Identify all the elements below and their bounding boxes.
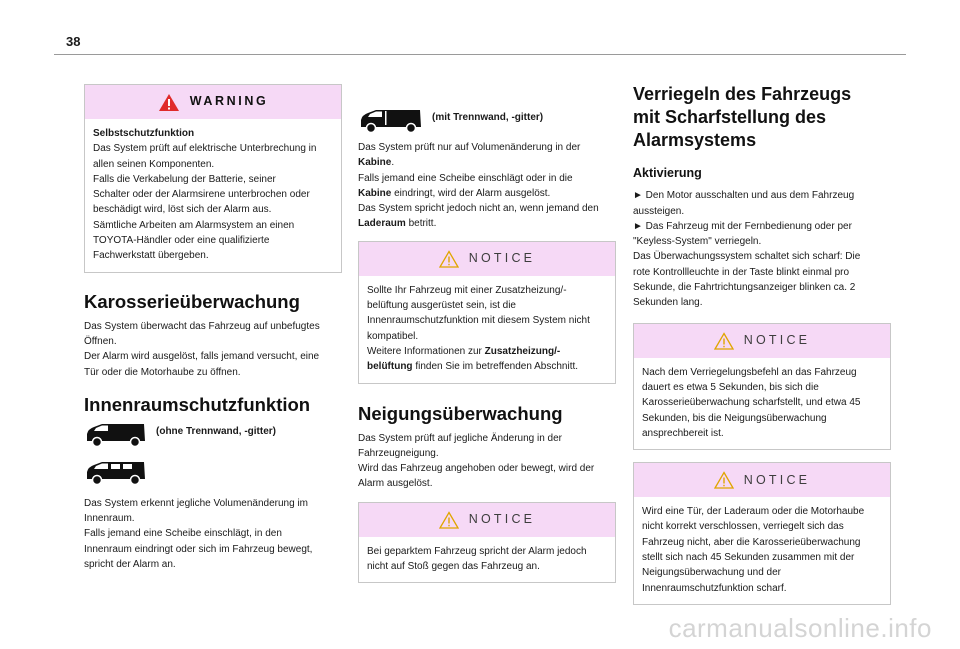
activation-line: "Keyless-System" verriegeln. xyxy=(633,236,762,248)
neigung-line: Fahrzeugneigung. xyxy=(358,447,439,459)
notice-line: belüftung ausgerüstet sein, ist die xyxy=(367,300,516,312)
notice-body xyxy=(359,276,615,383)
column-1 xyxy=(84,84,342,572)
activation-line: Das Überwachungssystem schaltet sich scharf: Die xyxy=(633,251,861,263)
warning-title: Selbstschutzfunktion xyxy=(93,128,195,139)
neigung-heading: Neigungsüberwachung xyxy=(358,402,563,424)
warning-line: Falls die Verkabelung der Batterie, seiner xyxy=(93,173,276,185)
notice-line: ansprechbereit ist. xyxy=(642,427,724,439)
notice-body xyxy=(634,358,890,449)
notice-line: stellt sich nach 45 Sekunden zusammen mit der xyxy=(642,552,855,564)
notice-line: Fahrzeug nicht, aber die Karosserieüberwachung xyxy=(642,536,861,548)
cabin-line xyxy=(358,216,616,231)
cabin-bold: Kabine xyxy=(358,187,392,199)
notice-label: NOTICE xyxy=(743,472,811,487)
van-caption-with-partition: (mit Trennwand, -gitter) xyxy=(432,112,544,123)
locking-heading xyxy=(633,83,891,152)
cabin-bold: Kabine xyxy=(358,157,392,169)
van-partition-icon xyxy=(358,108,424,134)
neigung-text xyxy=(358,431,616,492)
warning-box xyxy=(84,84,342,273)
notice-bold: Zusatzheizung/- xyxy=(484,345,561,357)
innenraum-line: Innenraum eindringt oder sich im Fahrzeug bewegt, xyxy=(84,543,313,555)
locking-heading-line: mit Scharfstellung des xyxy=(633,107,827,127)
notice-line: Bei geparktem Fahrzeug spricht der Alarm jedoch xyxy=(367,545,587,557)
karosserie-line: Der Alarm wird ausgelöst, falls jemand versucht, eine xyxy=(84,351,320,363)
cabin-line xyxy=(358,155,616,170)
van-caption-without-partition: (ohne Trennwand, -gitter) xyxy=(156,425,276,437)
column-3 xyxy=(633,84,891,605)
warning-label: WARNING xyxy=(189,94,269,109)
cargo-bold: Laderaum xyxy=(358,218,406,230)
karosserie-line: Tür oder die Motorhaube zu öffnen. xyxy=(84,366,241,378)
notice-line: dauert es etwa 5 Sekunden, bis sich die xyxy=(642,381,819,393)
innenraum-text xyxy=(84,496,342,572)
notice-triangle-icon xyxy=(714,332,734,350)
warning-line: beschädigt wird, löst sich der Alarm aus. xyxy=(93,204,272,216)
cabin-line: Falls jemand eine Scheibe einschlägt oder in die xyxy=(358,172,573,184)
notice-label: NOTICE xyxy=(468,251,536,266)
activation-text xyxy=(633,188,891,310)
warning-body xyxy=(85,119,341,272)
cabin-line: Das System spricht jedoch nicht an, wenn jemand den xyxy=(358,203,599,215)
karosserie-line: Das System überwacht das Fahrzeug auf unbefugtes xyxy=(84,320,320,332)
notice-label: NOTICE xyxy=(468,512,536,527)
notice-header xyxy=(634,324,890,358)
innenraum-line: Falls jemand eine Scheibe einschlägt, in den xyxy=(84,528,282,540)
warning-triangle-icon xyxy=(158,93,180,112)
notice-triangle-icon xyxy=(439,250,459,268)
karosserie-text xyxy=(84,319,342,380)
notice-label: NOTICE xyxy=(743,333,811,348)
notice-line: Nach dem Verriegelungsbefehl an das Fahrzeug xyxy=(642,366,857,378)
cabin-text xyxy=(358,140,616,232)
van-passenger-row xyxy=(84,460,342,486)
warning-line: Sämtliche Arbeiten am Alarmsystem an einen xyxy=(93,219,295,231)
warning-line: Schalter oder der Alarmsirene unterbrochen oder xyxy=(93,189,310,201)
cabin-rest: . xyxy=(391,157,395,169)
notice-text: finden Sie im betreffenden Abschnitt. xyxy=(412,361,579,373)
warning-line: allen seinen Komponenten. xyxy=(93,158,215,170)
innenraum-line: Innenraum. xyxy=(84,513,135,525)
notice-line: nicht auf Stoß gegen das Fahrzeug an. xyxy=(367,561,540,573)
notice-line xyxy=(367,344,607,359)
watermark: carmanualsonline.info xyxy=(668,613,932,643)
innenraum-line: spricht der Alarm an. xyxy=(84,559,176,571)
innenraum-line: Das System erkennt jegliche Volumenänderung im xyxy=(84,497,309,509)
warning-header xyxy=(85,85,341,119)
page-number: 38 xyxy=(66,34,81,49)
notice-box-delay xyxy=(633,323,891,450)
cabin-rest: betritt. xyxy=(405,218,437,230)
cabin-line: Das System prüft nur auf Volumenänderung in der xyxy=(358,142,581,153)
notice-line: Wird eine Tür, der Laderaum oder die Motorhaube xyxy=(642,506,865,518)
warning-line: TOYOTA-Händler oder eine qualifizierte xyxy=(93,235,270,247)
van-caption-row xyxy=(358,108,616,134)
neigung-line: Das System prüft auf jegliche Änderung in der xyxy=(358,432,562,444)
notice-line: Neigungsüberwachung und der xyxy=(642,567,781,579)
notice-header xyxy=(359,242,615,276)
cabin-line xyxy=(358,186,616,201)
activation-subheading: Aktivierung xyxy=(633,166,702,180)
cabin-rest: eindringt, wird der Alarm ausgelöst. xyxy=(391,187,551,199)
header-rule xyxy=(54,54,906,55)
karosserie-line: Öffnen. xyxy=(84,335,117,347)
activation-line: ► Das Fahrzeug mit der Fernbedienung oder per xyxy=(633,220,852,232)
locking-heading-line: Verriegeln des Fahrzeugs xyxy=(633,84,852,104)
notice-line: Karosserieüberwachung scharfstellt, und etwa 45 xyxy=(642,397,861,409)
notice-line: nicht korrekt verschlossen, verriegelt sich das xyxy=(642,521,844,533)
notice-line: Sekunden, bis die Neigungsüberwachung xyxy=(642,412,827,424)
activation-line: ► Den Motor ausschalten und aus dem Fahrzeug xyxy=(633,190,855,202)
notice-box-heating xyxy=(358,241,616,384)
notice-header xyxy=(359,503,615,537)
column-2 xyxy=(358,84,616,583)
notice-line: kompatibel. xyxy=(367,330,419,342)
notice-body xyxy=(359,537,615,583)
notice-triangle-icon xyxy=(439,511,459,529)
notice-line xyxy=(367,359,607,374)
passenger-van-icon xyxy=(84,460,342,486)
karosserie-heading: Karosserieüberwachung xyxy=(84,290,300,312)
notice-box-shock xyxy=(358,502,616,584)
notice-bold: belüftung xyxy=(367,361,413,373)
warning-line: Das System prüft auf elektrische Unterbrechung in xyxy=(93,143,317,155)
neigung-line: Alarm ausgelöst. xyxy=(358,478,433,490)
locking-heading-line: Alarmsystems xyxy=(633,130,757,150)
notice-header xyxy=(634,463,890,497)
notice-triangle-icon xyxy=(714,471,734,489)
innenraum-heading: Innenraumschutzfunktion xyxy=(84,393,311,415)
notice-box-doors xyxy=(633,462,891,605)
activation-line: Sekunde, die Fahrtrichtungsanzeiger blinken ca. 2 xyxy=(633,282,856,294)
activation-line: rote Kontrollleuchte in der Taste blinkt einmal pro xyxy=(633,266,850,278)
activation-line: Sekunden lang. xyxy=(633,297,703,309)
notice-line: Sollte Ihr Fahrzeug mit einer Zusatzheizung/- xyxy=(367,284,567,296)
neigung-line: Wird das Fahrzeug angehoben oder bewegt, wird der xyxy=(358,463,595,475)
notice-line: Innenraumschutzfunktion scharf. xyxy=(642,582,787,594)
van-caption-row xyxy=(84,422,342,448)
notice-line: Innenraumschutzfunktion mit diesem System nicht xyxy=(367,315,590,327)
warning-line: Fachwerkstatt übergeben. xyxy=(93,250,209,262)
van-icon xyxy=(84,422,148,448)
notice-text: Weitere Informationen zur xyxy=(367,345,485,357)
activation-line: aussteigen. xyxy=(633,205,685,217)
notice-body xyxy=(634,497,890,604)
